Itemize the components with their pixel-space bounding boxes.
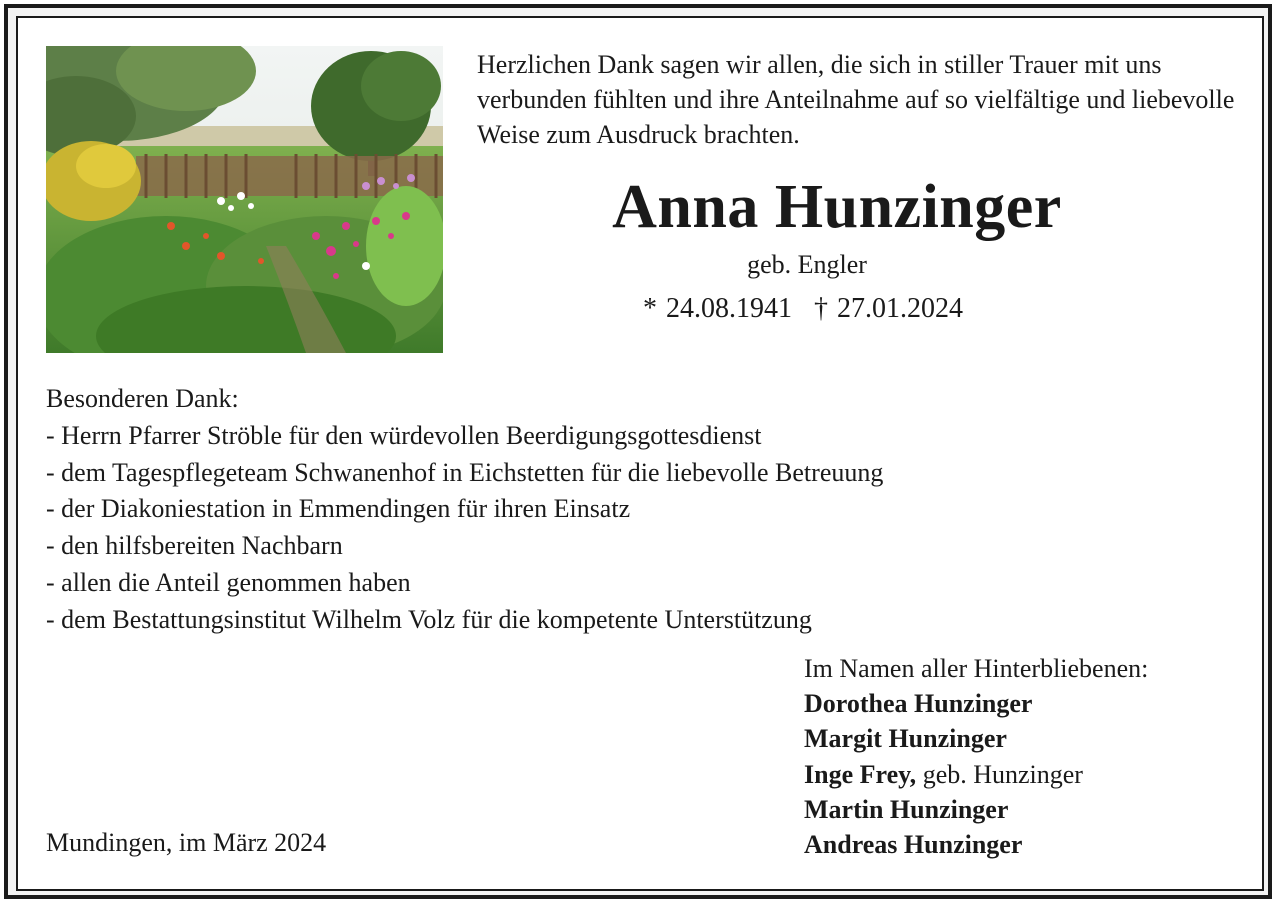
place-date: Mundingen, im März 2024 (46, 828, 327, 857)
deceased-name: Anna Hunzinger (612, 173, 1062, 241)
special-thanks (46, 381, 1196, 639)
mourner-name: Martin Hunzinger (804, 794, 1009, 824)
garden-photo (46, 46, 443, 353)
list-item: - allen die Anteil genommen haben (46, 567, 411, 597)
life-dates (470, 292, 1136, 326)
list-item: - den hilfsbereiten Nachbarn (46, 531, 343, 561)
special-thanks-list (46, 418, 1196, 639)
mourners-intro: Im Namen aller Hinterbliebenen: (804, 654, 1149, 683)
death-date: † 27.01.2024 (814, 293, 963, 324)
special-thanks-heading: Besonderen Dank: (46, 384, 239, 413)
mourners-block (804, 651, 1244, 862)
thanks-message: Herzlichen Dank sagen wir allen, die sich in stiller Trauer mit uns verbunden fühlten und ihre Anteilnahme auf so vielfältige und liebevolle Weise zum Ausdruck brachten. (477, 50, 1235, 149)
mourner-name: Inge Frey, geb. Hunzinger (804, 759, 1083, 789)
mourner-name: Margit Hunzinger (804, 724, 1007, 754)
birth-date: * 24.08.1941 (643, 293, 792, 324)
mourner-name: Andreas Hunzinger (804, 830, 1023, 860)
list-item: - dem Tagespflegeteam Schwanenhof in Eichstetten für die liebevolle Betreuung (46, 457, 884, 487)
mourner-name: Dorothea Hunzinger (804, 689, 1033, 719)
list-item: - Herrn Pfarrer Ströble für den würdevollen Beerdigungsgottesdienst (46, 420, 762, 450)
list-item: - der Diakoniestation in Emmendingen für ihren Einsatz (46, 494, 631, 524)
list-item: - dem Bestattungsinstitut Wilhelm Volz für die kompetente Unterstützung (46, 604, 812, 634)
maiden-name: geb. Engler (747, 250, 867, 279)
